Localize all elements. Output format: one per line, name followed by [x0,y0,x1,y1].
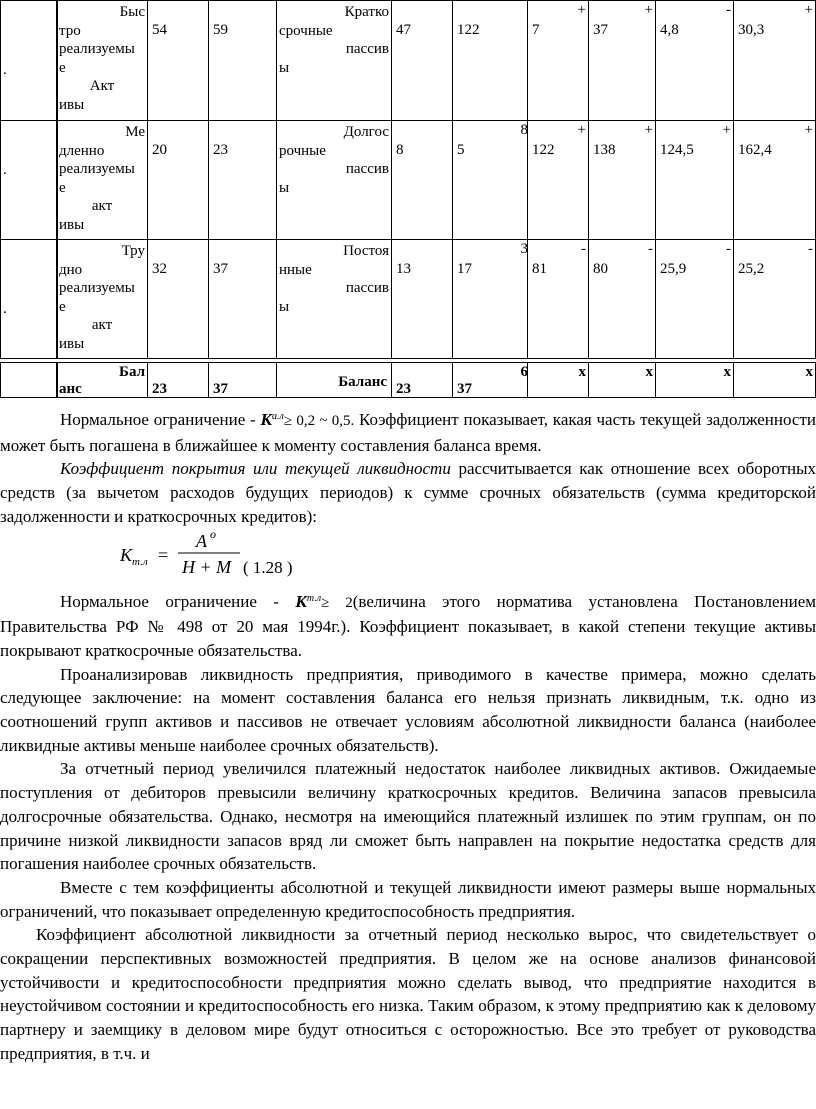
surplus-end-sign: + [644,122,653,138]
asset-name-part: Быс [119,4,145,20]
surplus-total-start-value: х [578,364,586,380]
asset-total-start-value: 23 [152,381,167,397]
asset-total-label-cell [56,362,148,398]
paragraph-text: рассчитывается как отношение всех оборотных средств (за вычетом расходов будущих периодов) к сумме срочных обязательств (сумма кредиторской задолженности и краткосрочных кредитов): [0,459,816,526]
ratio-condition: ≥ 2 [321,594,353,611]
percent-total-start-value: х [723,364,731,380]
liability-total-overflow: 6 [520,364,528,380]
surplus-end-cell [588,239,656,359]
row-number: . [3,301,7,317]
ratio-symbol: К [295,591,307,611]
surplus-start-value: 81 [532,261,547,277]
percent-end-sign: + [804,122,813,138]
percent-start-sign: - [726,2,731,18]
surplus-end-sign: + [644,2,653,18]
asset-end-value: 23 [213,142,228,158]
asset-total-end-cell [208,362,277,398]
liability-end-cell [452,120,528,240]
row-number: . [3,62,7,78]
asset-end-value: 37 [213,261,228,277]
liability-end-value: 5 [457,142,465,158]
liability-total-label: Баланс [338,374,387,390]
paragraph-text: Нормальное ограничение - [60,410,256,429]
liability-end-value: 122 [457,22,480,38]
asset-name-part: е [59,179,66,196]
surplus-end-cell [588,0,656,121]
asset-start-value: 20 [152,142,167,158]
liability-start-cell [391,239,453,359]
liability-name-part: нные [279,261,312,278]
percent-end-cell [733,239,816,359]
liability-name-part: ы [279,179,290,196]
percent-start-sign: - [726,241,731,257]
liability-start-value: 8 [396,142,404,158]
percent-end-sign: + [804,2,813,18]
formula-lhs: К [120,544,132,565]
ratio-subscript: т.л [306,592,322,604]
liability-total-end-value: 37 [457,381,472,397]
asset-name-part: реализуемы [59,161,135,177]
asset-name-part: акт [91,317,113,333]
liability-end-cell [452,0,528,121]
asset-name-part: е [59,59,66,76]
asset-name-part: ивы [59,96,85,113]
liability-name-part: ы [279,59,290,76]
row-number-cell [0,362,58,398]
percent-total-end-value: х [805,364,813,380]
formula-graphic [118,529,243,585]
liability-start-cell [391,0,453,121]
percent-start-value: 124,5 [660,142,694,158]
percent-total-start-cell [655,362,734,398]
formula-equals: = [158,544,169,565]
surplus-end-cell [588,120,656,240]
formula-denominator: Н + М [182,556,232,577]
percent-end-cell [733,0,816,121]
term-current-ratio: Коэффициент покрытия или текущей ликвидности [60,459,451,479]
asset-total-end-value: 37 [213,381,228,397]
liability-end-cell [452,239,528,359]
asset-end-cell [208,120,277,240]
surplus-total-end-value: х [645,364,653,380]
percent-start-sign: + [722,122,731,138]
liability-group-cell [276,120,392,240]
surplus-start-sign: - [581,241,586,257]
liability-end-value: 17 [457,261,472,277]
percent-start-cell [655,239,734,359]
asset-name-part: дленно [59,142,105,159]
ratio-condition: ≥ 0,2 ~ 0,5. [283,413,355,429]
asset-name-part: е [59,298,66,315]
asset-name-part: реализуемы [59,280,135,296]
liability-total-start-cell [391,362,453,398]
paragraph-text: Нормальное ограничение - [60,591,279,611]
percent-end-value: 30,3 [738,22,765,38]
percent-end-value: 162,4 [738,142,772,158]
surplus-start-cell [527,239,589,359]
asset-name-part: дно [59,261,83,278]
liability-name-part: пассив [345,161,389,177]
surplus-total-start-cell [527,362,589,398]
asset-group-cell [56,0,148,121]
liability-name-part: пассив [345,41,389,57]
row-number-cell [0,0,58,121]
liability-group-cell [276,0,392,121]
surplus-start-value: 7 [532,22,540,38]
asset-name-part: ивы [59,335,85,352]
asset-group-cell [56,120,148,240]
ratio-subscript: а.л [271,411,284,422]
liability-name-part: рочные [279,142,326,159]
liability-start-cell [391,120,453,240]
paragraph-payment-shortfall: За отчетный период увеличился платежный недостаток наиболее ликвидных активов. Ожидаемые поступления от дебиторов превысили величину краткосрочных кредитов. Величина запасов превысила долгосрочные обязательства. Однако, несмотря на имеющийся платежный излишек по этим группам, он по причине низкой ликвидности запасов вряд ли сможет быть направлен на покрытие недостатка средств для погашения наиболее срочных обязательств. [0,759,816,874]
percent-start-cell [655,120,734,240]
formula-current-ratio [0,529,816,587]
paragraph-ratios: Вместе с тем коэффициенты абсолютной и текущей ликвидности имеют размеры выше нормальных ограничений, что показывает определенную кредитоспособность предприятия. [0,877,816,921]
surplus-start-cell [527,120,589,240]
percent-start-cell [655,0,734,121]
liability-start-value: 13 [396,261,411,277]
liability-end-overflow: 3 [520,241,528,257]
asset-start-value: 54 [152,22,167,38]
row-number-cell [0,239,58,359]
formula-lhs-subscript: т.л [132,555,148,568]
liability-name-part: Долгос [343,124,389,140]
table-row-total [0,362,816,398]
asset-name-part: акт [91,198,113,214]
formula-number: ( 1.28 ) [243,557,293,577]
ratio-symbol: К [260,410,272,429]
asset-name-part: Акт [89,78,115,94]
asset-start-cell [147,239,209,359]
asset-end-value: 59 [213,22,228,38]
surplus-end-sign: - [648,241,653,257]
liability-total-end-cell [452,362,528,398]
percent-end-value: 25,2 [738,261,765,277]
liability-total-label-cell [276,362,392,398]
surplus-start-sign: + [577,2,586,18]
liability-name-part: Постоя [343,243,389,259]
liability-group-cell [276,239,392,359]
surplus-end-value: 138 [593,142,616,158]
asset-total-label-part: анс [59,381,82,397]
table-row [0,120,816,240]
table-row [0,239,816,359]
percent-end-sign: - [808,241,813,257]
surplus-start-sign: + [577,122,586,138]
asset-name-part: тро [59,22,81,39]
paragraph-quick-ratio-limit [0,405,816,457]
body-text [0,405,816,1066]
asset-name-part: реализуемы [59,41,135,57]
liability-start-value: 47 [396,22,411,38]
asset-name-part: ивы [59,216,85,233]
liability-name-part: пассив [345,280,389,296]
liability-total-start-value: 23 [396,381,411,397]
percent-end-cell [733,120,816,240]
row-number: . [3,162,7,178]
formula-numerator-superscript: о [210,528,216,541]
asset-start-cell [147,0,209,121]
paragraph-current-ratio [0,457,816,528]
asset-start-cell [147,120,209,240]
liability-name-part: срочные [279,22,333,39]
paragraph-text: Коэффициент показывает, какая часть текущей задолженности может быть погашена в ближайшее к моменту составления баланса время. [0,410,816,455]
percent-start-value: 25,9 [660,261,687,277]
paragraph-conclusion: Коэффициент абсолютной ликвидности за отчетный период несколько вырос, что свидетельствует о сокращении перспективных возможностей предприятия. В целом же на основе анализов финансовой устойчивости и кредитоспособности предприятия можно сделать вывод, что предприятие находится в неустойчивом состоянии и кредитоспособность его низка. Таким образом, к этому предприятию как к деловому партнеру и заемщику в деловом мире будут относиться с осторожностью. Все это требует от руководства предприятия, в т.ч. и [0,925,816,1063]
liability-end-overflow: 8 [520,122,528,138]
paragraph-current-ratio-limit [0,587,816,663]
formula-numerator: А [196,530,207,551]
paragraph-analysis: Проанализировав ликвидность предприятия, приводимого в качестве примера, можно сделать следующее заключение: на момент составления баланса его нельзя признать ликвидным, т.к. одно из соотношений групп активов и пассивов не отвечает условиям абсолютной ликвидности баланса (наиболее ликвидные активы меньше наиболее срочных обязательств). [0,664,816,755]
asset-end-cell [208,239,277,359]
paragraph-text: (величина этого норматива установлена Постановлением Правительства РФ № 498 от 20 мая 1994г.). Коэффициент показывает, в какой степени текущие активы покрывают краткосрочные обязательства. [0,591,816,660]
asset-end-cell [208,0,277,121]
surplus-total-end-cell [588,362,656,398]
asset-total-label-part: Бал [119,364,145,380]
surplus-start-cell [527,0,589,121]
asset-start-value: 32 [152,261,167,277]
liability-name-part: Кратко [344,4,389,20]
asset-name-part: Тру [121,243,145,259]
asset-total-start-cell [147,362,209,398]
surplus-end-value: 37 [593,22,608,38]
percent-start-value: 4,8 [660,22,679,38]
table-row [0,0,816,121]
row-number-cell [0,120,58,240]
percent-total-end-cell [733,362,816,398]
asset-group-cell [56,239,148,359]
asset-name-part: Ме [125,124,145,140]
surplus-end-value: 80 [593,261,608,277]
surplus-start-value: 122 [532,142,555,158]
liability-name-part: ы [279,298,290,315]
